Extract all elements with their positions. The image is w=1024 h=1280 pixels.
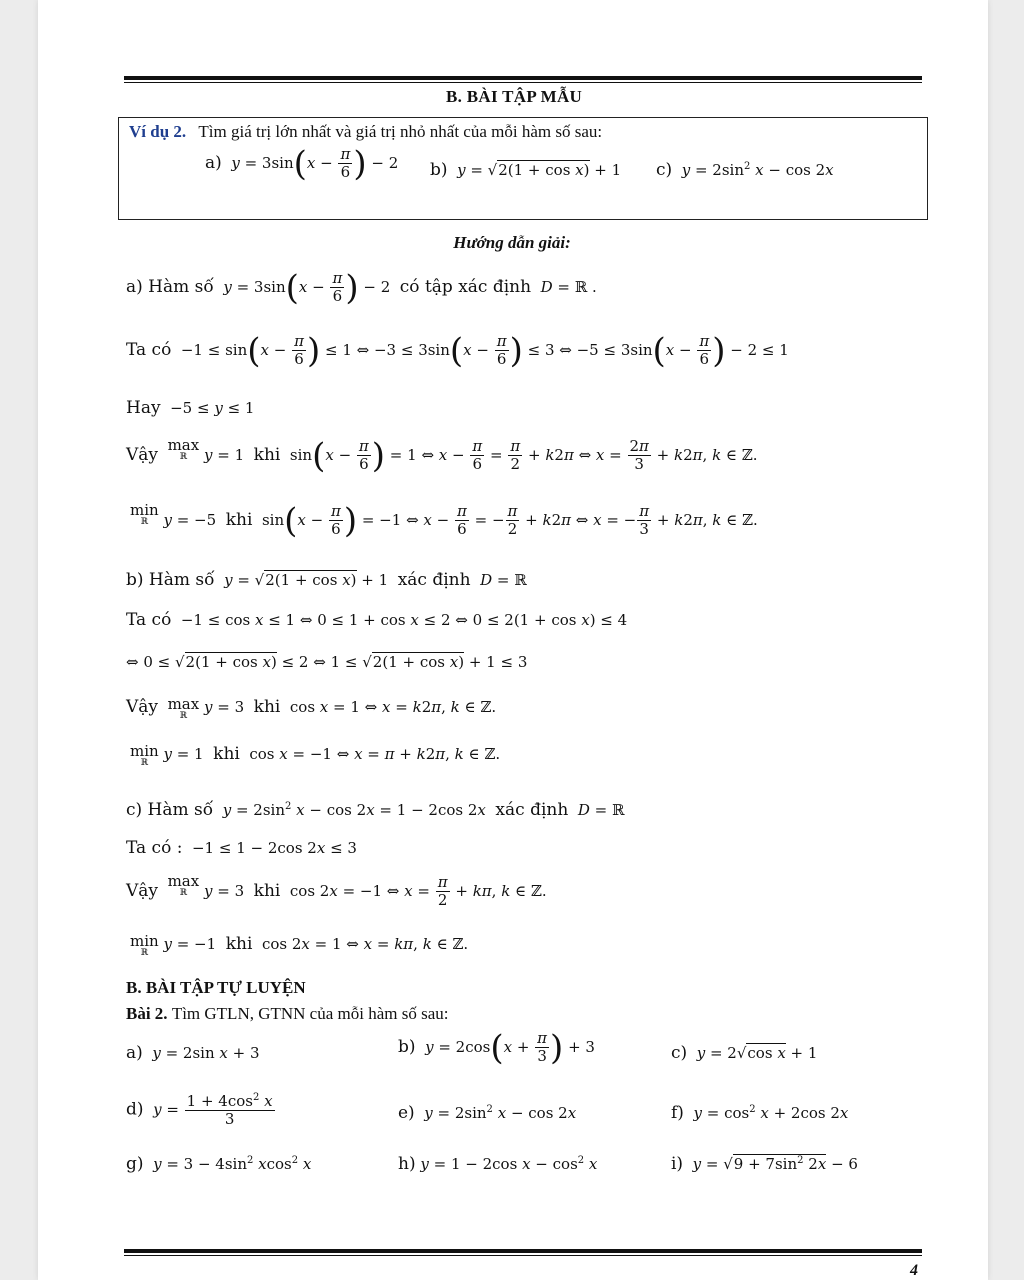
part-c-line-taco: Ta có : −1 ≤ 1 − 2cos 2x ≤ 3 (126, 838, 357, 858)
practice-prompt: Bài 2. Tìm GTLN, GTNN của mỗi hàm số sau: (126, 1004, 449, 1023)
example-item-b: b) y = √2(1 + cos x) + 1 (430, 160, 622, 180)
part-a-intro: a) Hàm số y = 3sin(x − $\frac{\pi}{6}$ ) − 2 có tập xác định D = ℝ . (126, 267, 597, 308)
exercise-d: d) y = $\frac{1 + 4\cos^2 x}{3}$ (126, 1092, 273, 1129)
example-header (129, 122, 602, 142)
exercise-e: e) $y = 2\sin^2$ x − cos 2x (398, 1103, 577, 1123)
page-number: 4 (910, 1262, 918, 1279)
example-label: Ví dụ 2. (129, 122, 187, 141)
practice-title: B. BÀI TẬP TỰ LUYỆN (126, 978, 306, 997)
example-item-a: a) y = 3sin(x − $\frac{\pi}{6}$ ) − 2 (205, 143, 399, 184)
exercise-f: f) $y = \cos^2 x + 2\cos$ 2x (671, 1103, 849, 1123)
example-item-c: c) $y = 2\sin^2$ x − cos 2x (656, 160, 834, 180)
exercise-h: h) y = 1 − 2cos $x - \cos^2 x$ (398, 1154, 598, 1174)
part-a-line-hay: Hay −5 ≤ y ≤ 1 (126, 398, 255, 418)
part-c-line-max: Vậy max ℝ y = 3 khi cos 2x = −1 ⇔ x = $\frac{\pi}{2}$ + kπ, k ∈ ℤ. (126, 872, 547, 910)
part-a-line-min: min ℝ y = −5 khi sin(x − $\frac{\pi}{6}$ ) = −1 ⇔ x − $\frac{\pi}{6}$ = − $\frac{\pi}{2}$ + k2π ⇔ x = − $\frac{\pi}{3}$ + k2π, k ∈ ℤ. (130, 500, 758, 541)
exercise-g: g) $y = 3 - 4\sin^2$ xcos$^2$ x (126, 1154, 312, 1174)
part-a-line-taco: Ta có −1 ≤ sin(x − $\frac{\pi}{6}$ ) ≤ 1 ⇔ −3 ≤ 3sin(x − $\frac{\pi}{6}$ ) ≤ 3 ⇔ −5 ≤ 3sin(x − $\frac{\pi}{6}$ ) − 2 ≤ 1 (126, 330, 789, 371)
exercise-c: c) y = 2√cos x + 1 (671, 1043, 818, 1063)
part-b-line-taco: Ta có −1 ≤ cos x ≤ 1 ⇔ 0 ≤ 1 + cos x ≤ 2 ⇔ 0 ≤ 2(1 + cos x) ≤ 4 (126, 610, 628, 630)
exercise-b: b) y = 2cos(x + $\frac{\pi}{3}$ ) + 3 (398, 1027, 595, 1068)
part-b-line-max: Vậy max ℝ y = 3 khi cos x = 1 ⇔ x = k2π, k ∈ ℤ. (126, 695, 497, 721)
part-c-intro: c) Hàm số $y = 2\sin^2$ x − cos 2x = 1 − 2cos 2x xác định D = ℝ (126, 800, 625, 820)
top-rule (124, 76, 922, 83)
section-title: B. BÀI TẬP MẪU (446, 87, 583, 106)
example-prompt: Tìm giá trị lớn nhất và giá trị nhỏ nhất của mỗi hàm số sau: (198, 122, 603, 141)
solution-heading: Hướng dẫn giải: (453, 233, 571, 252)
bottom-rule (124, 1249, 922, 1256)
part-b-line-sqrt: ⇔ 0 ≤ √2(1 + cos x) ≤ 2 ⇔ 1 ≤ √2(1 + cos x) + 1 ≤ 3 (126, 653, 528, 671)
part-b-line-min: min ℝ y = 1 khi cos x = −1 ⇔ x = π + k2π, k ∈ ℤ. (130, 742, 501, 768)
exercise-a: a) y = 2sin x + 3 (126, 1043, 260, 1063)
part-c-line-min: min ℝ y = −1 khi cos 2x = 1 ⇔ x = kπ, k ∈ ℤ. (130, 932, 469, 958)
part-a-line-max: Vậy max ℝ y = 1 khi sin(x − $\frac{\pi}{6}$ ) = 1 ⇔ x − $\frac{\pi}{6}$ = $\frac{\pi}{2}$ + k2π ⇔ x = $\frac{2\pi}{3}$ + k2π, k ∈ ℤ. (126, 435, 758, 476)
part-b-intro: b) Hàm số y = √2(1 + cos x) + 1 xác định D = ℝ (126, 570, 527, 590)
exercise-i: i) $y = √9 + 7\sin^2$ 2x − 6 (671, 1154, 858, 1174)
